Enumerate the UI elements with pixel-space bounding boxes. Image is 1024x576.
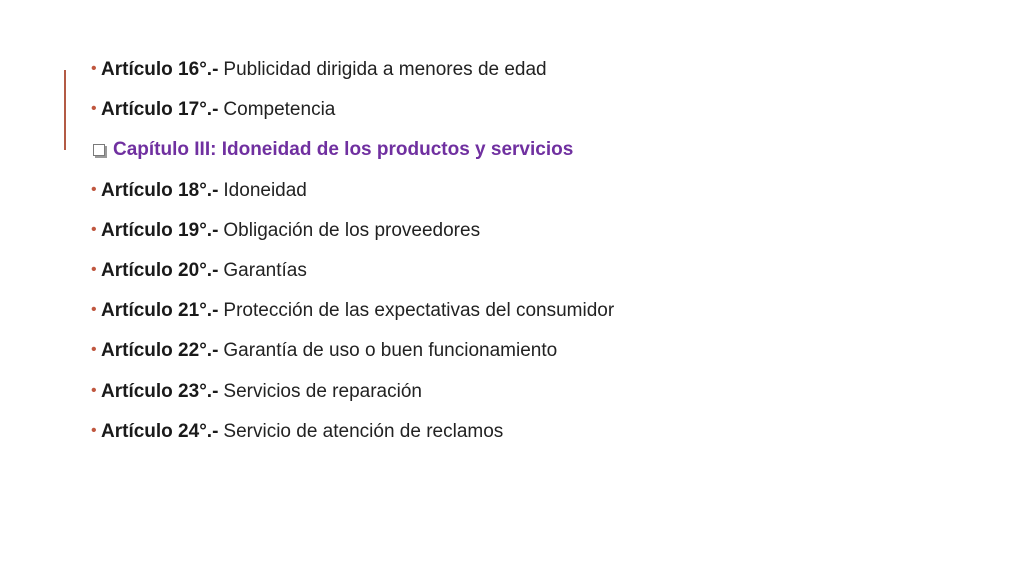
article-text: Obligación de los proveedores	[223, 219, 481, 241]
article-text: Servicio de atención de reclamos	[223, 420, 504, 442]
article-label: Artículo 16°.-	[101, 59, 219, 81]
article-label: Artículo 17°.-	[101, 99, 219, 121]
bullet-icon: •	[91, 341, 97, 359]
article-text: Protección de las expectativas del consumidor	[223, 300, 615, 322]
list-item	[91, 50, 991, 90]
article-label: Artículo 21°.-	[101, 300, 219, 322]
list-item	[91, 171, 991, 211]
slide-content	[91, 50, 991, 452]
article-label: Artículo 22°.-	[101, 340, 219, 362]
bullet-icon: •	[91, 60, 97, 78]
chapter-heading	[91, 130, 991, 170]
article-label: Artículo 18°.-	[101, 179, 219, 201]
article-label: Artículo 24°.-	[101, 420, 219, 442]
bullet-icon: •	[91, 301, 97, 319]
article-label: Artículo 20°.-	[101, 260, 219, 282]
article-text: Garantía de uso o buen funcionamiento	[223, 340, 558, 362]
bullet-icon: •	[91, 381, 97, 399]
list-item	[91, 90, 991, 130]
list-item	[91, 251, 991, 291]
list-item	[91, 372, 991, 412]
bullet-icon: •	[91, 421, 97, 439]
accent-line	[64, 70, 66, 150]
article-text: Idoneidad	[223, 179, 307, 201]
chapter-label: Capítulo III: Idoneidad de los productos y servicios	[113, 139, 574, 161]
bullet-icon: •	[91, 180, 97, 198]
article-text: Garantías	[223, 260, 307, 282]
article-text: Publicidad dirigida a menores de edad	[223, 59, 547, 81]
article-text: Competencia	[223, 99, 336, 121]
article-label: Artículo 19°.-	[101, 219, 219, 241]
article-text: Servicios de reparación	[223, 380, 422, 402]
list-item	[91, 291, 991, 331]
article-label: Artículo 23°.-	[101, 380, 219, 402]
list-item	[91, 211, 991, 251]
bullet-icon: •	[91, 261, 97, 279]
bullet-icon: •	[91, 220, 97, 238]
bullet-icon: •	[91, 100, 97, 118]
list-item	[91, 331, 991, 371]
list-item	[91, 412, 991, 452]
checkbox-icon	[93, 144, 105, 156]
